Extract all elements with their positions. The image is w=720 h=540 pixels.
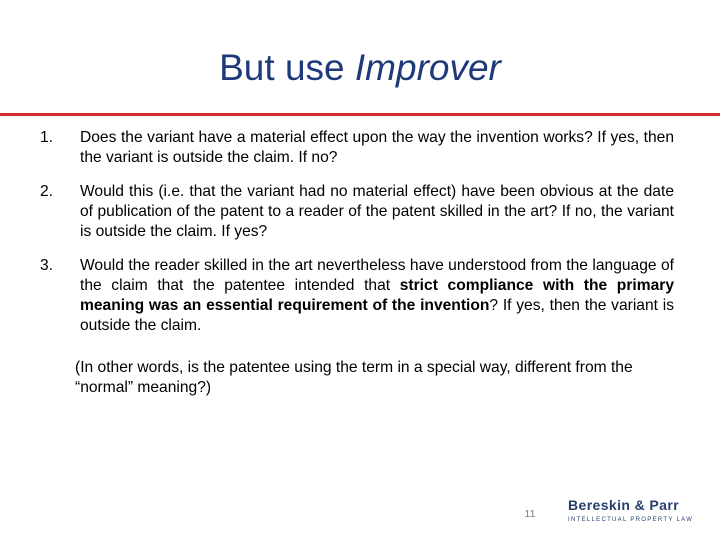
list-item-3 <box>40 256 674 336</box>
page-number: 11 <box>524 508 536 520</box>
list-item-2 <box>40 182 674 242</box>
question-list <box>40 128 674 350</box>
title-plain: But use <box>219 47 355 88</box>
title-divider <box>0 113 720 116</box>
item-number: 2. <box>40 183 54 200</box>
logo-subtitle: INTELLECTUAL PROPERTY LAW <box>568 517 694 523</box>
item-text-before: Would the reader skilled in the art nevertheless have understood from the language of the claim that the patentee intended that <box>80 257 674 294</box>
clarification-note: (In other words, is the patentee using the term in a special way, different from the “normal” meaning?) <box>75 359 633 396</box>
item-number: 1. <box>40 129 54 146</box>
item-text: Does the variant have a material effect upon the way the invention works? If yes, then the variant is outside the claim. If no? <box>80 129 674 166</box>
item-text: Would this (i.e. that the variant had no material effect) have been obvious at the date of publication of the patent to a reader of the patent skilled in the art? If no, the variant is outside the claim. If yes? <box>80 183 674 240</box>
item-number: 3. <box>40 257 54 274</box>
item-text-bold: strict compliance with the primary meaning was an essential requirement of the invention <box>80 277 674 314</box>
logo-name: Bereskin & Parr <box>568 497 680 513</box>
item-text-after: ? If yes, then the variant is outside the claim. <box>80 297 674 334</box>
title-italic: Improver <box>354 47 501 88</box>
firm-logo <box>568 497 694 523</box>
list-item-1 <box>40 128 674 168</box>
slide-title <box>0 44 720 92</box>
